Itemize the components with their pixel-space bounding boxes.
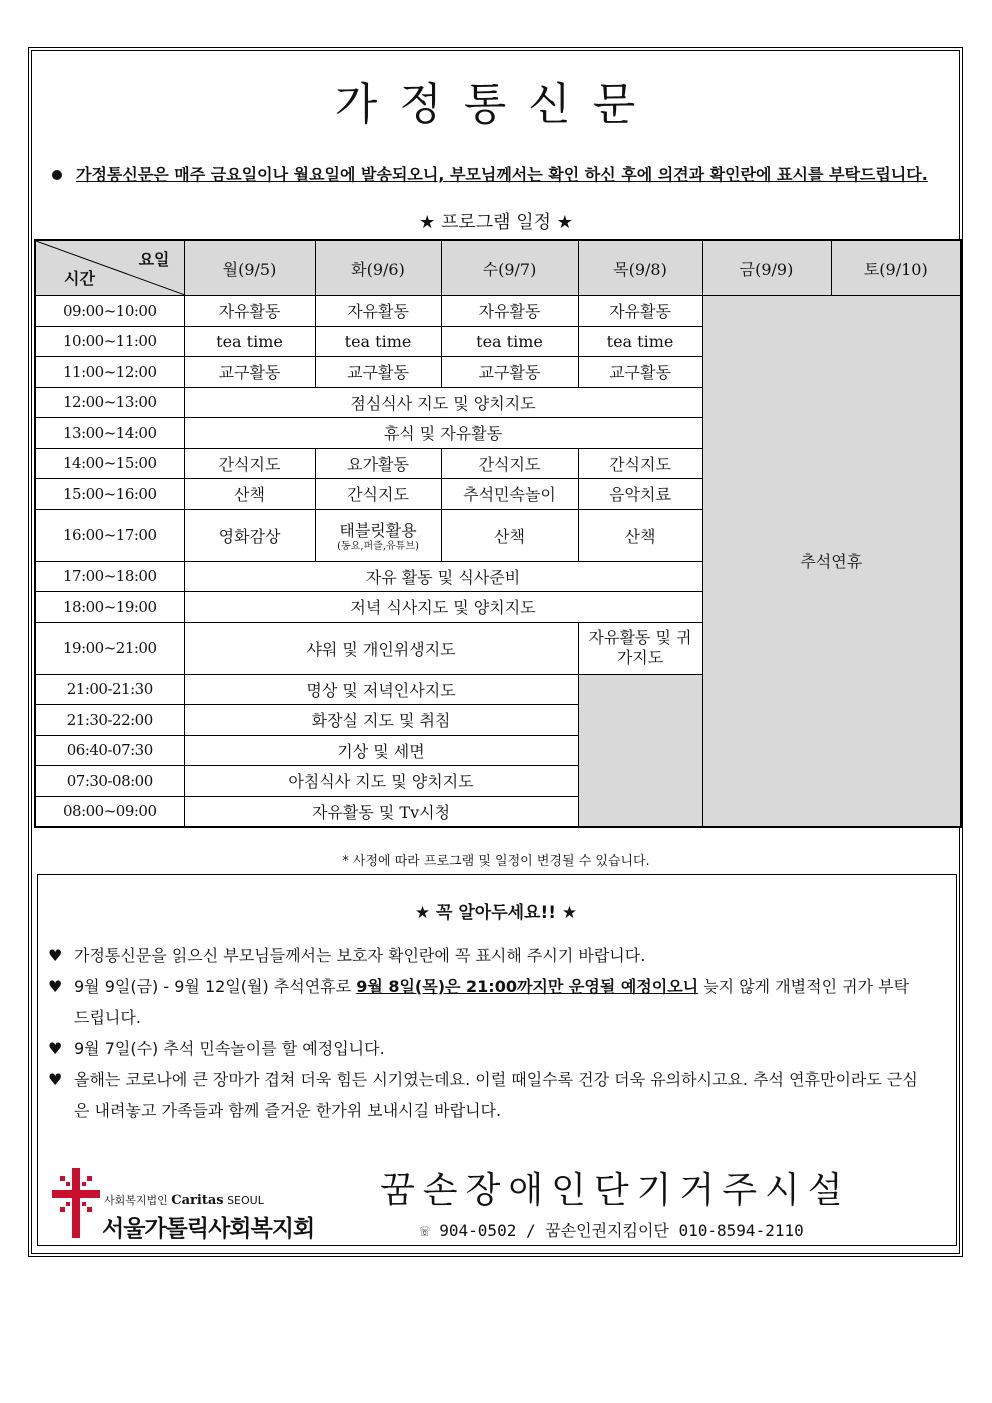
item-text: 가정통신문을 읽으신 부모님들께서는 보호자 확인란에 꼭 표시해 주시기 바랍니다.: [74, 946, 646, 965]
cell: 자유활동: [184, 296, 315, 327]
time-cell: 08:00~09:00: [35, 796, 184, 827]
item-text: 9월 7일(수) 추석 민속놀이를 할 예정입니다.: [74, 1039, 385, 1058]
item-text: 늦지 않게 개별적인 귀가 부탁드립니다.: [74, 977, 910, 1027]
item-text: 9월 9일(금) - 9월 12일(월) 추석연휴로: [74, 977, 357, 996]
caritas-logo: [52, 1162, 332, 1242]
logo-subtitle: [104, 1192, 264, 1208]
logo-city: SEOUL: [227, 1194, 264, 1207]
cell-tablet: [315, 509, 441, 561]
header-fri: 금(9/9): [702, 240, 831, 296]
list-item: [48, 971, 923, 1033]
time-cell: 21:00-21:30: [35, 674, 184, 705]
time-cell: 07:30-08:00: [35, 766, 184, 797]
cell: 아침식사 지도 및 양치지도: [184, 766, 578, 797]
time-cell: 06:40-07:30: [35, 735, 184, 766]
cell: 기상 및 세면: [184, 735, 578, 766]
page-title: 가정통신문: [334, 79, 658, 130]
cell: 간식지도: [184, 448, 315, 479]
time-cell: 21:30-22:00: [35, 705, 184, 736]
cell: 산책: [184, 479, 315, 510]
holiday-cell: 추석연휴: [702, 296, 961, 827]
cell: 영화감상: [184, 509, 315, 561]
cell: 산책: [578, 509, 702, 561]
header-corner: [35, 240, 184, 296]
cell: 자유활동 및 Tv시청: [184, 796, 578, 827]
notice-box-title: ★ 꼭 알아두세요!! ★: [414, 903, 578, 923]
cell: 자유활동: [441, 296, 578, 327]
cell: 음악치료: [578, 479, 702, 510]
time-cell: 09:00~10:00: [35, 296, 184, 327]
heart-icon: ♥: [48, 946, 63, 965]
cell: 화장실 지도 및 취침: [184, 705, 578, 736]
time-cell: 15:00~16:00: [35, 479, 184, 510]
cell: 교구활동: [441, 357, 578, 388]
organization-name: 꿈손장애인단기거주시설: [380, 1170, 851, 1211]
item-emphasis: 9월 8일(목)은 21:00까지만 운영될 예정이오니: [356, 977, 699, 996]
notice-text: 가정통신문은 매주 금요일이나 월요일에 발송되오니, 부모님께서는 확인 하신 후에 의견과 확인란에 표시를 부탁드립니다.: [76, 165, 928, 184]
time-cell: 10:00~11:00: [35, 326, 184, 357]
cell: 저녁 식사지도 및 양치지도: [184, 592, 702, 623]
cell: 자유 활동 및 식사준비: [184, 561, 702, 592]
corner-day-label: 요일: [138, 250, 170, 269]
cell: 자유활동 및 귀가지도: [578, 622, 702, 674]
cell: 교구활동: [578, 357, 702, 388]
cell: 간식지도: [315, 479, 441, 510]
cell: 점심식사 지도 및 양치지도: [184, 387, 702, 418]
corner-time-label: 시간: [64, 269, 95, 288]
notice: [52, 164, 932, 186]
caritas-cross-icon: [52, 1168, 100, 1238]
logo-name: 서울가톨릭사회복지회: [102, 1216, 315, 1242]
time-cell: 19:00~21:00: [35, 622, 184, 674]
time-cell: 13:00~14:00: [35, 418, 184, 449]
cell: tea time: [315, 326, 441, 357]
cell: 휴식 및 자유활동: [184, 418, 702, 449]
contact-info: ☏ 904-0502 / 꿈손인권지킴이단 010-8594-2110: [420, 1221, 804, 1240]
cell-tablet-main: 태블릿활용: [339, 520, 417, 540]
cell: 자유활동: [315, 296, 441, 327]
notice-items: [48, 940, 923, 1126]
cell: tea time: [441, 326, 578, 357]
header-mon: 월(9/5): [184, 240, 315, 296]
heart-icon: ♥: [48, 977, 63, 996]
heart-icon: ♥: [48, 1039, 63, 1058]
time-cell: 17:00~18:00: [35, 561, 184, 592]
logo-brand: Caritas: [171, 1193, 224, 1208]
cell: 교구활동: [315, 357, 441, 388]
time-cell: 12:00~13:00: [35, 387, 184, 418]
time-cell: 16:00~17:00: [35, 509, 184, 561]
schedule-title: ★ 프로그램 일정 ★: [419, 212, 573, 233]
cell-tablet-sub: (동요,퍼즐,유튜브): [337, 540, 419, 552]
time-cell: 18:00~19:00: [35, 592, 184, 623]
footnote: * 사정에 따라 프로그램 및 일정이 변경될 수 있습니다.: [342, 854, 650, 869]
heart-icon: ♥: [48, 1070, 63, 1089]
cell: tea time: [184, 326, 315, 357]
cell: tea time: [578, 326, 702, 357]
cell: 간식지도: [578, 448, 702, 479]
header-sat: 토(9/10): [831, 240, 961, 296]
list-item: [48, 1033, 923, 1064]
header-wed: 수(9/7): [441, 240, 578, 296]
thu-blank-cell: [578, 674, 702, 827]
time-cell: 14:00~15:00: [35, 448, 184, 479]
item-text: 올해는 코로나에 큰 장마가 겹쳐 더욱 힘든 시기였는데요. 이럴 때일수록 건강 더욱 유의하시고요. 추석 연휴만이라도 근심은 내려놓고 가족들과 함께 즐거운 한가위 보내시길 바랍니다.: [74, 1070, 918, 1120]
cell: 간식지도: [441, 448, 578, 479]
cell: 요가활동: [315, 448, 441, 479]
cell: 교구활동: [184, 357, 315, 388]
cell: 명상 및 저녁인사지도: [184, 674, 578, 705]
list-item: [48, 1064, 923, 1126]
logo-prefix: 사회복지법인: [104, 1194, 168, 1207]
time-cell: 11:00~12:00: [35, 357, 184, 388]
header-tue: 화(9/6): [315, 240, 441, 296]
schedule-table: [34, 239, 962, 828]
list-item: [48, 940, 923, 971]
cell: 샤워 및 개인위생지도: [184, 622, 578, 674]
header-thu: 목(9/8): [578, 240, 702, 296]
table-row: [35, 296, 961, 327]
cell: 자유활동: [578, 296, 702, 327]
cell: 추석민속놀이: [441, 479, 578, 510]
cell: 산책: [441, 509, 578, 561]
bullet-icon: [52, 170, 62, 180]
